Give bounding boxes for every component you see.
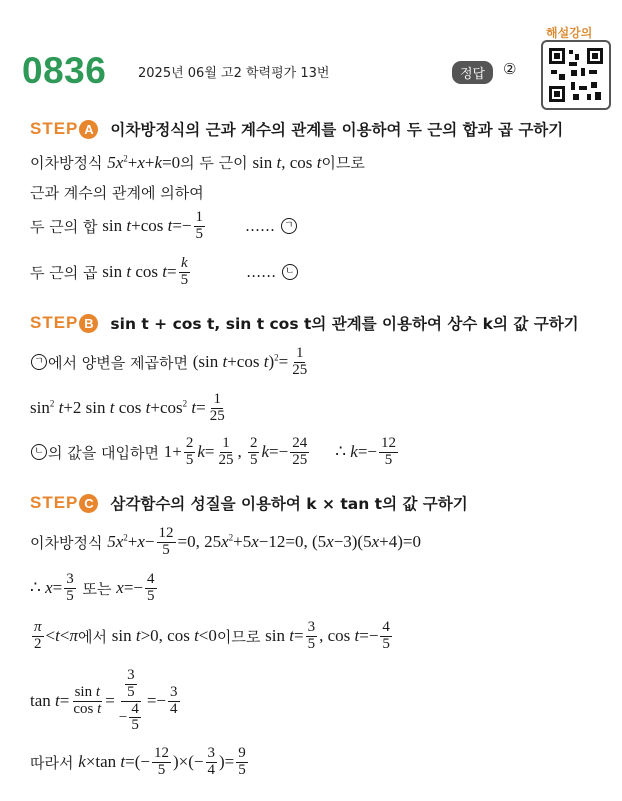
step-b-line-1: ㄱ 에서 양변을 제곱하면 (sin t+cos t)$^2$= $\frac{1}{25}$ [30, 346, 311, 379]
fraction: $\frac{1}{25}$ [218, 435, 234, 468]
step-c-line-5: 따라서 k×tan t=(− $\frac{12}{5}$ )×(− $\frac{3}{4}$ )= $\frac{9}{5}$ [30, 745, 246, 778]
step-a-header [30, 118, 563, 140]
fraction: $\frac{3}{5}$ [307, 619, 316, 652]
dots: …… [245, 217, 276, 236]
step-b-line-2: $\sin^2 t+2$ sin t $\cos t+\cos^2$ t= $\frac{1}{25}$ [30, 391, 225, 424]
fraction: $\frac{12}{5}$ [154, 745, 169, 778]
step-b-header [30, 312, 579, 334]
step-c-header [30, 492, 468, 514]
step-b-line-3: ㄴ 의 값을 대입하면 1+ $\frac{2}{5}$ k= $\frac{1}{25}$ , $\frac{2}{5}$ k=− $\frac{24}{25}$ ∴ k=− $\frac{12}{5}$ [30, 436, 400, 469]
text-b1-pre: 에서 양변을 제곱하면 [48, 353, 188, 372]
mark-giyeok: ㄱ [281, 218, 297, 234]
qr-code-icon [543, 42, 609, 108]
mark-nieun: ㄴ [282, 264, 298, 280]
step-a-title: 이차방정식의 근과 계수의 관계를 이용하여 두 근의 합과 곱 구하기 [110, 121, 564, 139]
fraction: $\frac{3}{4}$ [170, 683, 178, 717]
text-product-label: 두 근의 곱 [30, 263, 98, 282]
text-or: 또는 [82, 579, 112, 598]
text-sum-label: 두 근의 합 [30, 217, 98, 236]
step-c-line-4: tan t= $\frac{\text{sin t}}{\text{cos t}}$ = $\frac{3}{5}$ − $\frac{4}{5}$ =− $\frac{3}{4}$ [30, 667, 178, 734]
step-b-title: sin t + cos t, sin t cos t의 관계를 이용하여 상수 k의 값 구하기 [110, 315, 579, 333]
step-a-line-1: 이차방정식 $5x^2+x+k=0$ 의 두 근이 sin t, cos t 이므로 [30, 152, 365, 172]
step-c-line-1: 이차방정식 $5x^2+x-$ $\frac{12}{5}$ =0, $25x^2+5x-12=0$, (5x−3)(5x+4)=0 [30, 525, 421, 558]
fraction: $\frac{3}{4}$ [207, 745, 215, 778]
step-b-letter: B [79, 314, 98, 333]
qr-code[interactable] [541, 40, 611, 110]
problem-number: 0836 [22, 50, 107, 91]
fraction: $\frac{1}{25}$ [209, 391, 225, 424]
step-c-line-3: $\frac{\pi}{2}$ <t<π 에서 sin t>0, cos t<0 이므로 sin t= $\frac{3}{5}$ , cos t=− $\frac{4}{5}$ [34, 619, 390, 652]
fraction: $\frac{\text{sin t}}{\text{cos t}}$ [73, 683, 102, 717]
step-c-title: 삼각함수의 성질을 이용하여 k × tan t의 값 구하기 [110, 495, 468, 513]
fraction: $\frac{24}{25}$ [292, 435, 308, 468]
text-b3-pre: 의 값을 대입하면 [48, 443, 159, 462]
fraction: $\frac{4}{5}$ [382, 619, 390, 652]
problem-meta: 2025년 06월 고2 학력평가 13번 [138, 66, 330, 81]
fraction: $\frac{1}{5}$ [195, 209, 204, 242]
fraction: $\frac{\pi}{2}$ [34, 619, 42, 652]
fraction: $\frac{9}{5}$ [238, 745, 246, 778]
fraction: $\frac{2}{5}$ [185, 435, 194, 468]
text-a1-end: 이므로 [321, 154, 365, 172]
fraction: $\frac{3}{5}$ [66, 571, 74, 604]
qr-label: 해설강의 [546, 26, 593, 40]
fraction: $\frac{k}{5}$ [180, 255, 189, 288]
step-b-word: STEP [30, 313, 79, 332]
step-a-line-3: 두 근의 합 sin t+cos t=− $\frac{1}{5}$ …… ㄱ [30, 210, 298, 243]
fraction: $\frac{12}{5}$ [158, 525, 174, 558]
text-a1-pre: 이차방정식 [30, 154, 103, 172]
step-a-line-4: 두 근의 곱 sin t cos t= $\frac{k}{5}$ …… ㄴ [30, 256, 299, 289]
fraction: $\frac{12}{5}$ [381, 435, 397, 468]
step-a-line-2: 근과 계수의 관계에 의하여 [30, 184, 204, 202]
step-c-word: STEP [30, 493, 79, 512]
text-c1-pre: 이차방정식 [30, 533, 103, 552]
fraction: $\frac{1}{25}$ [292, 345, 308, 378]
fraction: $\frac{4}{5}$ [147, 571, 155, 604]
text-c3-mid2: 이므로 [216, 627, 261, 646]
step-c-letter: C [79, 494, 98, 513]
text-therefore: 따라서 [30, 753, 74, 772]
mark-nieun: ㄴ [31, 444, 47, 460]
mark-giyeok: ㄱ [31, 354, 47, 370]
text-c3-mid: 에서 [77, 627, 107, 646]
answer-value: ② [503, 60, 517, 78]
fraction: $\frac{2}{5}$ [249, 435, 258, 468]
step-c-line-2: ∴ x= $\frac{3}{5}$ 또는 x=− $\frac{4}{5}$ [30, 571, 155, 604]
text-a1-post: 의 두 근이 [180, 154, 248, 172]
answer-badge: 정답 [452, 61, 493, 84]
step-a-letter: A [79, 120, 98, 139]
step-a-word: STEP [30, 119, 79, 138]
dots: …… [246, 263, 277, 282]
compound-fraction: $\frac{3}{5}$ − $\frac{4}{5}$ [118, 667, 139, 734]
